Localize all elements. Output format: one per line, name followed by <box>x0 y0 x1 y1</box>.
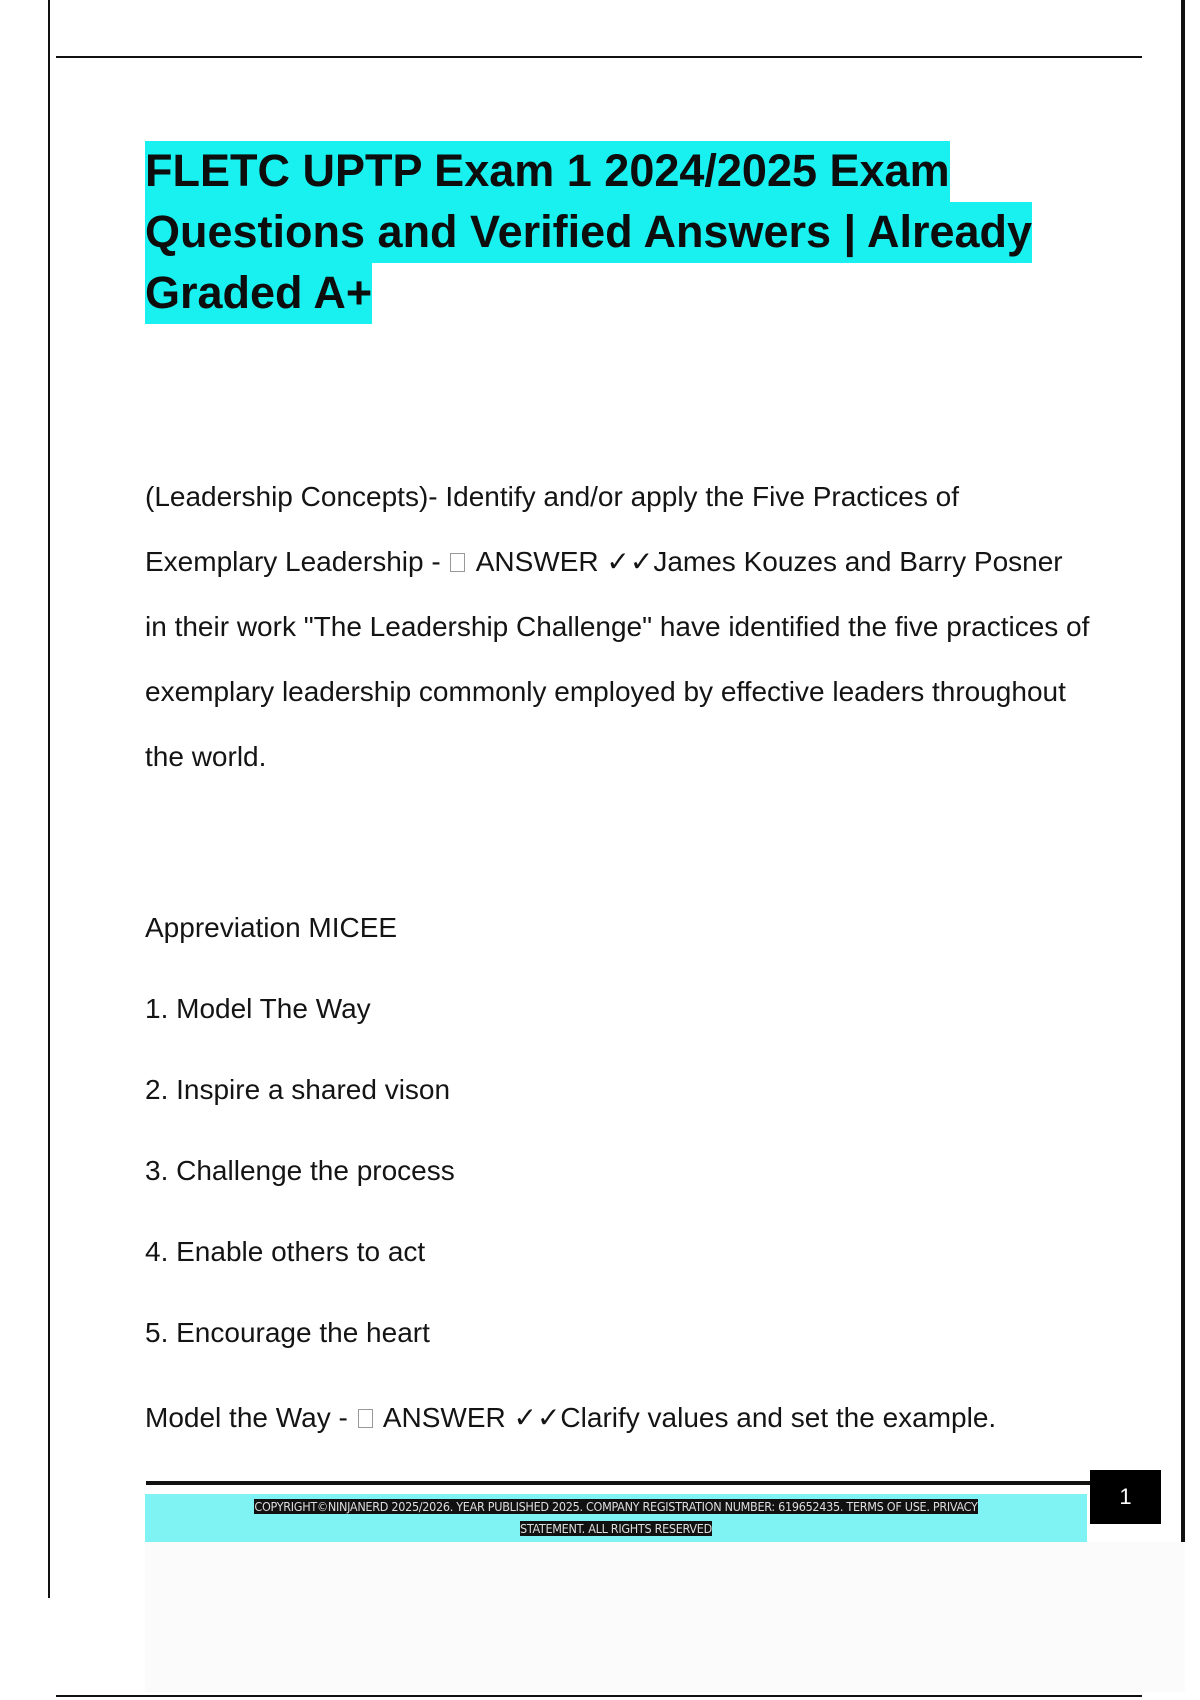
model-way-prompt: Model the Way - <box>145 1402 356 1433</box>
page-left-border <box>48 0 50 1598</box>
lower-page-shade <box>145 1542 1185 1692</box>
next-page-rule <box>56 1695 1142 1697</box>
model-way-answer: ANSWER ✓✓Clarify values and set the example. <box>376 1402 997 1433</box>
copyright-footer <box>145 1494 1087 1542</box>
practice-item: 3. Challenge the process <box>145 1155 455 1186</box>
copyright-line-1: COPYRIGHT©NINJANERD 2025/2026. YEAR PUBLISHED 2025. COMPANY REGISTRATION NUMBER: 619652435. TERMS OF USE. PRIVACY <box>254 1499 978 1514</box>
footer-rule <box>146 1481 1091 1485</box>
practice-item: 2. Inspire a shared vison <box>145 1074 451 1105</box>
checkbox-glyph-icon <box>450 553 465 572</box>
page-right-border <box>1181 0 1185 1598</box>
intro-paragraph <box>145 464 1090 789</box>
acronym-line: Appreviation MICEE <box>145 912 398 943</box>
title-highlight: FLETC UPTP Exam 1 2024/2025 Exam Questions and Verified Answers | Already Graded A+ <box>145 141 1032 324</box>
practice-item: 1. Model The Way <box>145 993 371 1024</box>
checkbox-glyph-icon <box>358 1409 373 1428</box>
model-way-question <box>145 1400 996 1436</box>
header-rule <box>56 56 1142 58</box>
document-title <box>145 140 1045 323</box>
intro-question: (Leadership Concepts)- Identify and/or apply the Five Practices of Exemplary Leadership - <box>145 481 959 577</box>
intro-answer: ANSWER ✓✓James Kouzes and Barry Posner in their work "The Leadership Challenge" have identified the five practices of exemplary leadership commonly employed by effective leaders throughout the world. <box>145 546 1090 772</box>
page-number: 1 <box>1090 1470 1161 1524</box>
copyright-line-2: STATEMENT. ALL RIGHTS RESERVED <box>520 1521 712 1536</box>
practice-item: 4. Enable others to act <box>145 1236 426 1267</box>
practice-item: 5. Encourage the heart <box>145 1317 430 1348</box>
